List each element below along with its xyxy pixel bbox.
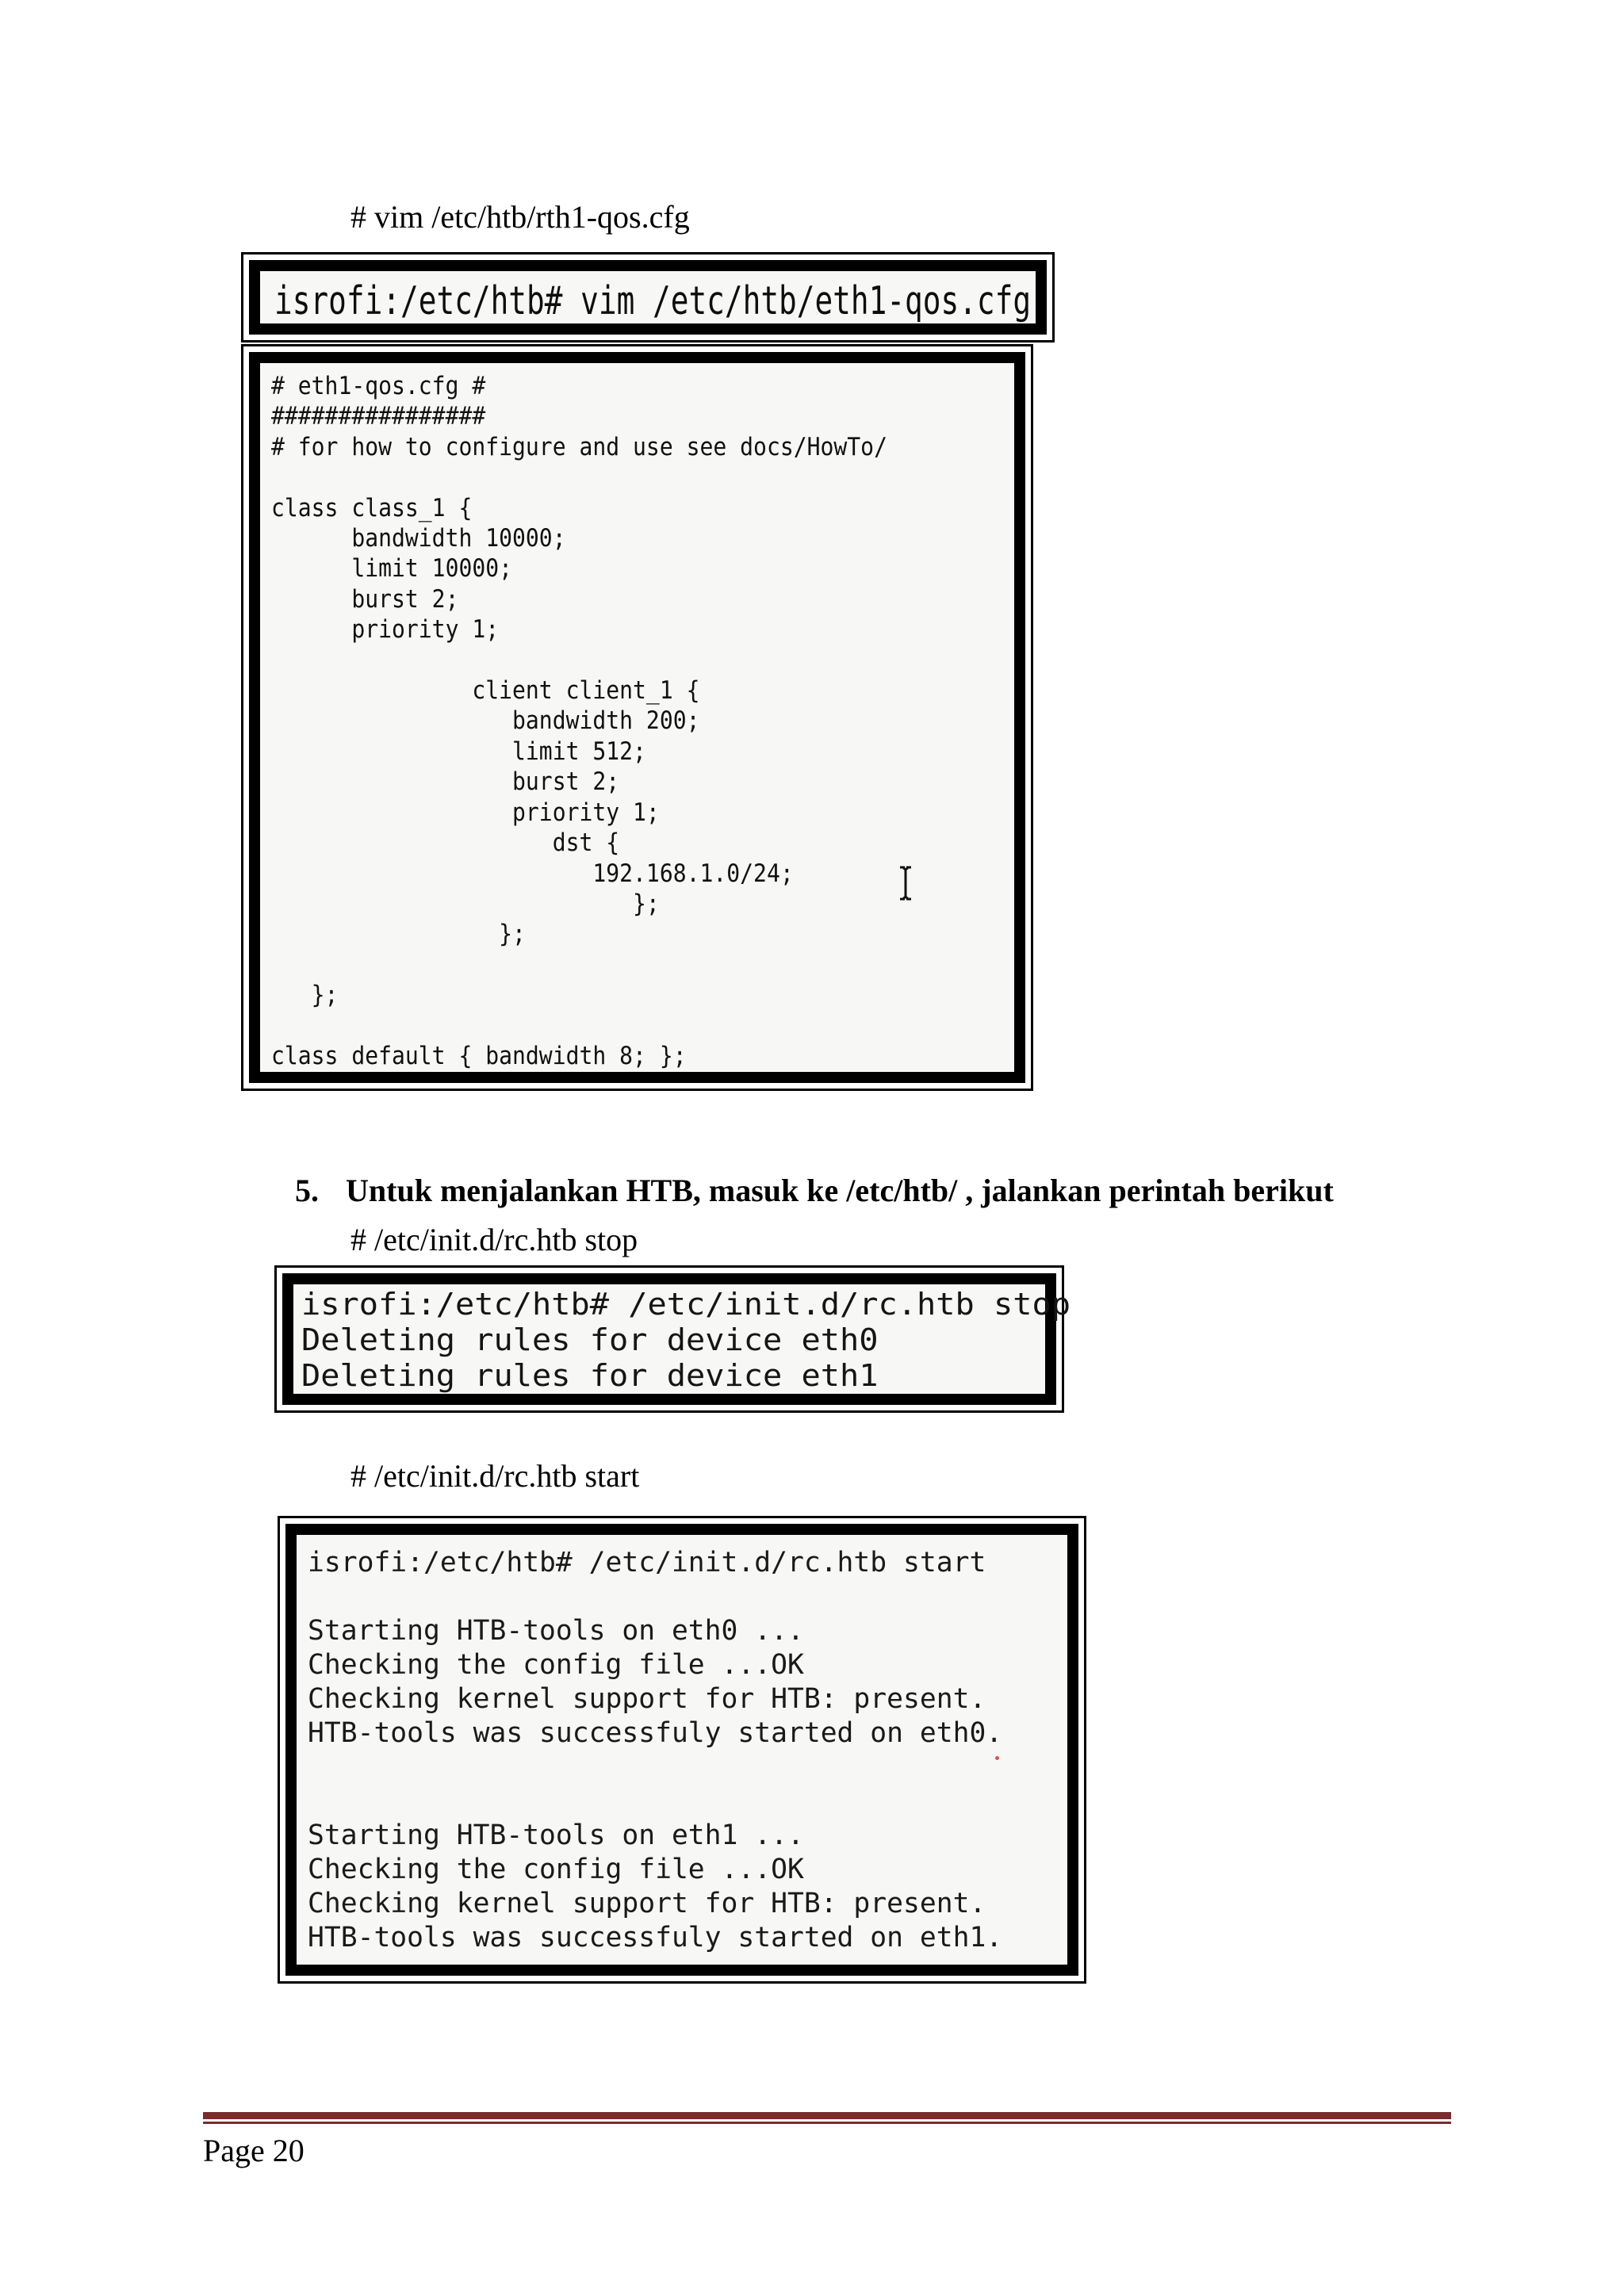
terminal-line: isrofi:/etc/htb# /etc/init.d/rc.htb stop [301, 1287, 1071, 1322]
config-line: # eth1-qos.cfg # [271, 372, 486, 400]
vim-prompt-screenshot [241, 252, 1055, 342]
terminal-line: Checking kernel support for HTB: present. [308, 1683, 986, 1715]
config-line: bandwidth 200; [271, 706, 700, 736]
config-line: }; [271, 920, 526, 949]
config-line: burst 2; [271, 584, 459, 614]
terminal-line: HTB-tools was successfuly started on eth0. [308, 1717, 1003, 1749]
terminal-line: HTB-tools was successfuly started on eth1. [308, 1922, 1003, 1954]
config-file-content [271, 371, 944, 1071]
config-line: dst { [271, 828, 620, 858]
config-line: bandwidth 10000; [271, 524, 566, 553]
i-beam-cursor-icon [898, 866, 914, 901]
config-line: 192.168.1.0/24; [271, 859, 794, 888]
terminal-line: Starting HTB-tools on eth0 ... [308, 1615, 804, 1647]
config-line: class class_1 { [271, 493, 473, 522]
config-line: }; [271, 889, 660, 918]
page-number: Page 20 [203, 2133, 304, 2168]
vim-command-caption: # vim /etc/htb/rth1-qos.cfg [350, 199, 690, 235]
config-line: limit 512; [271, 737, 646, 766]
terminal-line: Checking the config file ...OK [308, 1649, 804, 1681]
config-line: }; [271, 981, 339, 1010]
terminal-line: Starting HTB-tools on eth1 ... [308, 1820, 804, 1851]
terminal-line: Deleting rules for device eth1 [301, 1358, 879, 1393]
step-5-heading [279, 1134, 1334, 1210]
start-output-screenshot [278, 1516, 1086, 1984]
config-line: limit 10000; [271, 554, 513, 584]
config-line: burst 2; [271, 767, 620, 797]
stop-output-screenshot [274, 1265, 1071, 1413]
config-line: priority 1; [271, 798, 660, 827]
stop-command-caption: # /etc/init.d/rc.htb stop [350, 1222, 638, 1257]
config-line: client client_1 { [271, 676, 700, 706]
config-line: ################ [271, 402, 486, 431]
config-line: # for how to configure and use see docs/HowTo/ [271, 432, 887, 461]
footer-rule-thick [203, 2112, 1451, 2119]
step-5-text: Untuk menjalankan HTB, masuk ke /etc/htb/ , jalankan perintah berikut [346, 1173, 1334, 1208]
config-line: class default { bandwidth 8; }; [271, 1041, 687, 1070]
config-line: priority 1; [271, 615, 500, 645]
terminal-line: Deleting rules for device eth0 [301, 1322, 879, 1357]
start-output-text [308, 1546, 1059, 1955]
terminal-line: isrofi:/etc/htb# /etc/init.d/rc.htb start [308, 1547, 986, 1578]
vim-prompt-text: isrofi:/etc/htb# vim /etc/htb/eth1-qos.cfg [274, 278, 1032, 323]
terminal-line: Checking kernel support for HTB: present. [308, 1888, 986, 1919]
stray-red-dot [995, 1756, 999, 1760]
stop-output-text [301, 1287, 1090, 1394]
footer-rule-thin [203, 2122, 1451, 2124]
start-command-caption: # /etc/init.d/rc.htb start [350, 1458, 640, 1494]
step-5-number: 5. [295, 1173, 319, 1208]
config-file-screenshot [241, 344, 1033, 1091]
terminal-line: Checking the config file ...OK [308, 1854, 804, 1885]
